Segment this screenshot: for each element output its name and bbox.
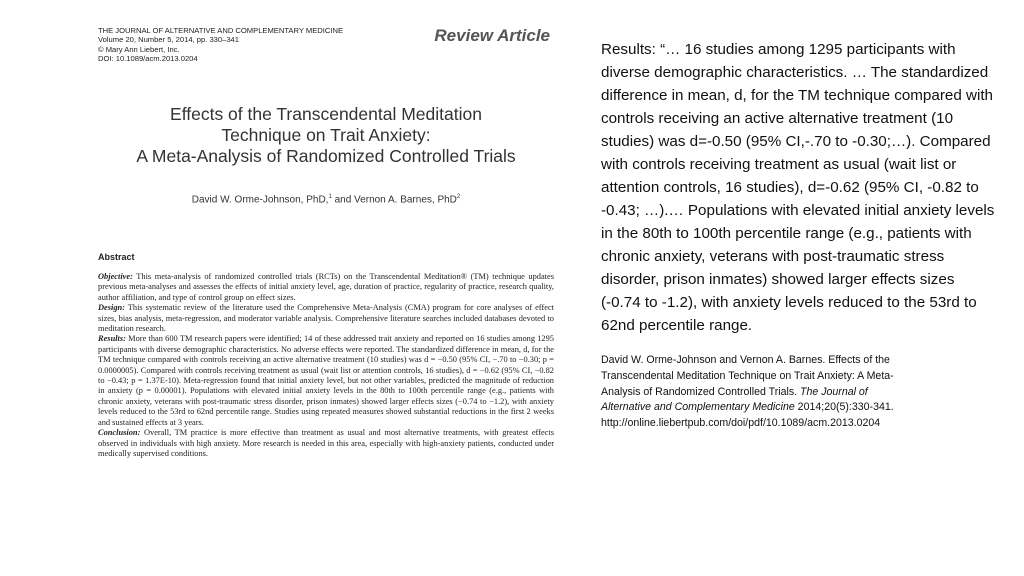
citation-line: Transcendental Meditation Technique on Trait Anxiety: A Meta-	[601, 369, 894, 382]
citation-text: 2014;20(5):330-341.	[794, 401, 894, 414]
section-label: Design:	[98, 303, 125, 313]
author-affiliation: 2	[456, 194, 461, 200]
abstract-objective	[98, 272, 554, 303]
section-label: Objective:	[98, 272, 133, 281]
section-text: More than 600 TM research papers were identified; 14 of these addressed trait anxiety and reported on 16 studies among 1295 participants with diverse demographic characteristics. No adverse effects were reported. The standardized difference in mean, d, for the TM technique compared with controls receiving an active alternative treatment (10 studies) was d = −0.50 (95% CI, −.70 to −0.30; p = 0.0000005). Compared with controls receiving treatment as usual (wait list or attention controls, 16 studies), d = −0.62 (95% CI, −0.82 to −0.43; p = 1.37E-10). Meta-regression found that initial anxiety level, but not other variables, predicted the magnitude of reduction in anxiety (p = 0.00001). Populations with elevated initial anxiety levels in the 80th to 100th percentile range (e.g., patients with chronic anxiety, veterans with post-traumatic stress disorder, prison inmates) showed larger effects sizes (−0.74 to −1.2), with anxiety levels reduced to the 53rd to 62nd percentile range. Studies using repeated measures showed substantial reductions in the first 2 weeks and sustained effects at 3 years.	[98, 334, 554, 427]
abstract-design	[98, 303, 554, 334]
paper-title-line: Effects of the Transcendental Meditation	[170, 104, 482, 124]
paper-title-line: A Meta-Analysis of Randomized Controlled Trials	[136, 146, 516, 166]
results-quote: Results: “… 16 studies among 1295 participants with diverse demographic characteristics. … The standardized difference in mean, d, for the TM technique compared with controls receiving an active alternative treatment (10 studies) was d=-0.50 (95% CI,-.70 to -0.30;…). Compared with controls receiving treatment as usual (wait list or attention controls, 16 studies), d=-0.62 (95% CI, -0.82 to -0.43; …).… Populations with elevated initial anxiety levels in the 80th to 100th percentile range (e.g., patients with chronic anxiety, veterans with post-traumatic stress disorder, prison inmates) showed larger effects sizes (-0.74 to -1.2), with anxiety levels reduced to the 53rd to 62nd percentile range.	[601, 41, 995, 334]
section-text: This systematic review of the literature used the Comprehensive Meta-Analysis (CMA) program for core analyses of effect sizes, bias analysis, meta-regression, and moderator variable analysis. Comprehensive literature searches included databases devoted to meditation research.	[98, 303, 554, 334]
summary-panel	[601, 38, 997, 432]
citation-line	[601, 400, 997, 416]
paper-authors	[92, 194, 560, 205]
author-name: David W. Orme-Johnson, PhD,	[191, 194, 329, 206]
citation-journal: The Journal of	[800, 385, 868, 398]
paper-title-line: Technique on Trait Anxiety:	[221, 125, 431, 145]
section-label: Conclusion:	[98, 428, 141, 438]
section-text: This meta-analysis of randomized controlled trials (RCTs) on the Transcendental Meditation® (TM) technique updates previous meta-analyses and assesses the effects of initial anxiety level, age, duration of practice, regularity of practice, research quality, author affiliation, and type of control group on effect sizes.	[98, 272, 554, 302]
citation-url[interactable]: http://online.liebertpub.com/doi/pdf/10.1089/acm.2013.0204	[601, 417, 881, 430]
citation-text: Analysis of Randomized Controlled Trials.	[601, 385, 801, 398]
author-name: and Vernon A. Barnes, PhD	[331, 194, 457, 206]
abstract-heading: Abstract	[98, 252, 135, 262]
paper-title	[92, 104, 560, 167]
journal-doi: DOI: 10.1089/acm.2013.0204	[98, 54, 198, 64]
citation	[601, 353, 997, 432]
citation-line	[601, 385, 997, 401]
section-text: Overall, TM practice is more effective than treatment as usual and most alternative treatments, with greatest effects observed in individuals with high anxiety. More research is needed in this area, especially with high-anxiety patients, conducted under medically supervised conditions.	[98, 428, 554, 458]
journal-volume: Volume 20, Number 5, 2014, pp. 330–341	[98, 35, 240, 45]
article-type: Review Article	[434, 26, 550, 45]
journal-copyright: © Mary Ann Liebert, Inc.	[98, 44, 180, 54]
abstract-body	[98, 272, 554, 459]
journal-name: THE JOURNAL OF ALTERNATIVE AND COMPLEMENTARY MEDICINE	[98, 26, 344, 35]
abstract-results	[98, 334, 554, 428]
citation-journal: Alternative and Complementary Medicine	[601, 401, 795, 414]
abstract-conclusion	[98, 428, 554, 459]
citation-line: David W. Orme-Johnson and Vernon A. Barnes. Effects of the	[601, 354, 890, 366]
paper-page-image	[92, 20, 560, 540]
section-label: Results:	[98, 334, 126, 344]
author-affiliation: 1	[328, 194, 332, 200]
journal-header	[98, 26, 343, 64]
